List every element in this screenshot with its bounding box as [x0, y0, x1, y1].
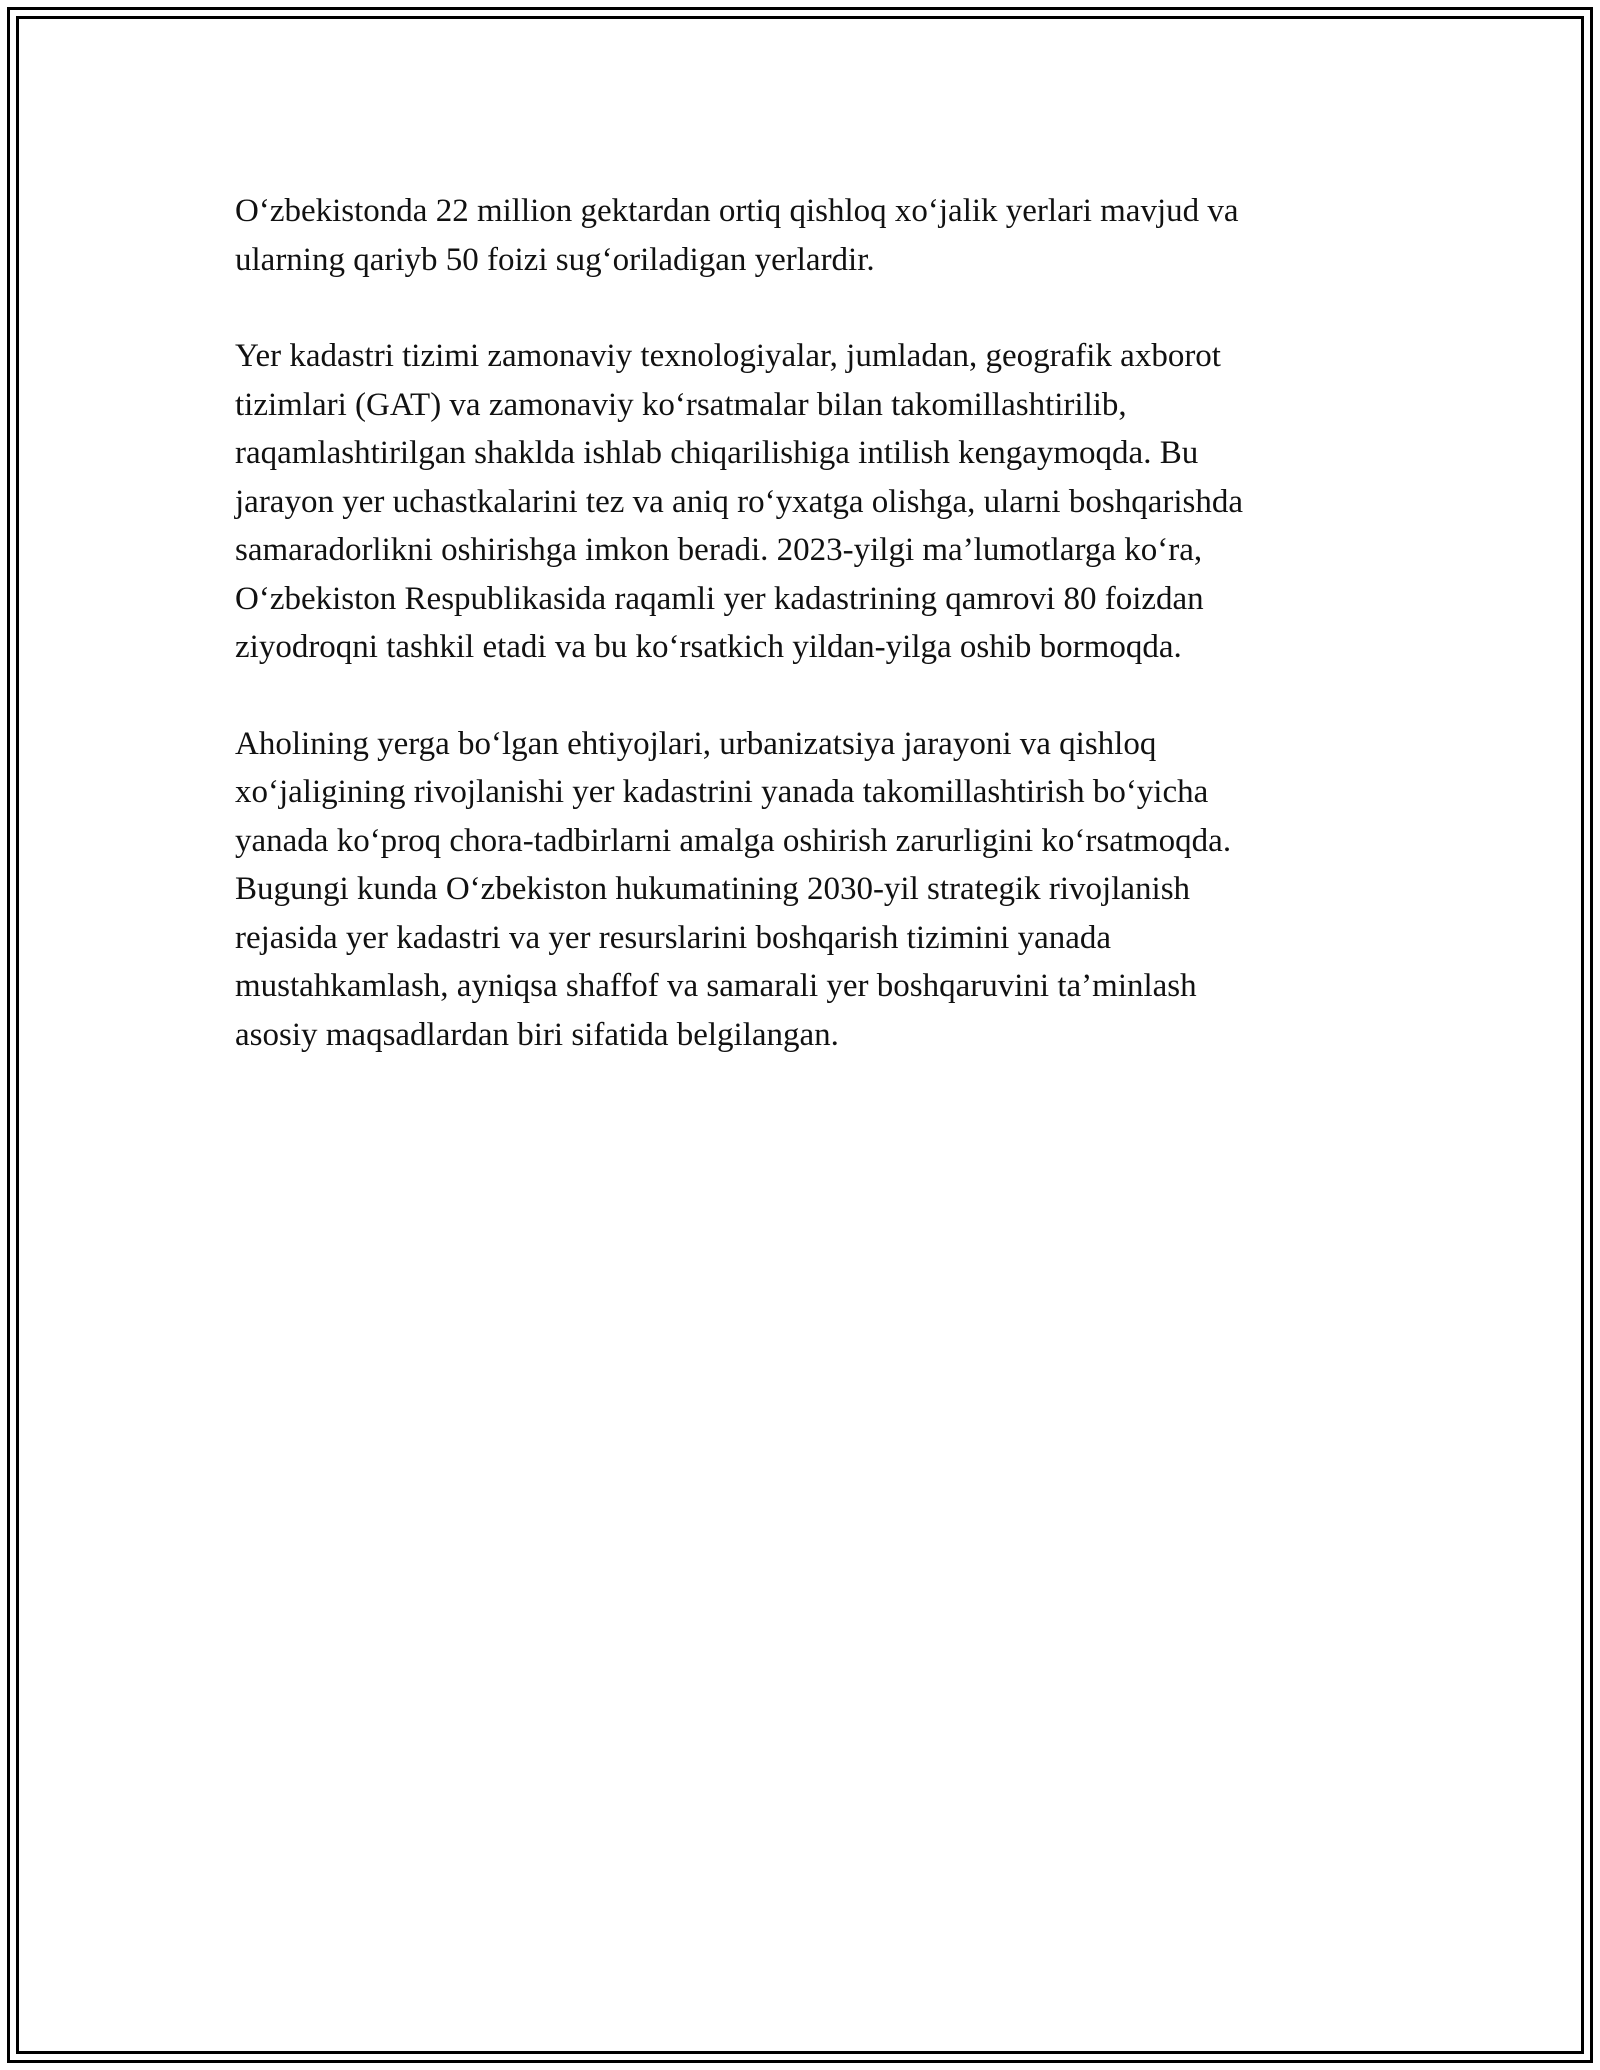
- paragraph-1: [235, 187, 1375, 284]
- paragraph-line: tizimlari (GAT) va zamonaviy ko‘rsatmalar bilan takomillashtirilib,: [235, 386, 1127, 423]
- paragraph-line: mustahkamlash, ayniqsa shaffof va samarali yer boshqaruvini ta’minlash: [235, 968, 1197, 1004]
- paragraph-line: O‘zbekiston Respublikasida raqamli yer kadastrining qamrovi 80 foizdan: [235, 580, 1204, 617]
- paragraph-line: ularning qariyb 50 foizi sug‘oriladigan yerlardir.: [235, 241, 875, 278]
- paragraph-line: ziyodroqni tashkil etadi va bu ko‘rsatkich yildan-yilga oshib bormoqda.: [235, 629, 1182, 665]
- paragraph-line: Bugungi kunda O‘zbekiston hukumatining 2030-yil strategik rivojlanish: [235, 871, 1191, 907]
- paragraph-line: asosiy maqsadlardan biri sifatida belgilangan.: [235, 1016, 839, 1053]
- paragraph-line: rejasida yer kadastri va yer resurslarini boshqarish tizimini yanada: [235, 919, 1112, 956]
- paragraph-3: [235, 720, 1375, 1060]
- paragraph-line: jarayon yer uchastkalarini tez va aniq ro‘yxatga olishga, ularni boshqarishda: [235, 483, 1243, 520]
- paragraph-line: raqamlashtirilgan shakldа ishlab chiqarilishiga intilish kengaymoqda. Bu: [235, 435, 1199, 471]
- paragraph-line: Yer kadastri tizimi zamonaviy texnologiyalar, jumladan, geografik axborot: [235, 338, 1221, 374]
- document-body: [235, 187, 1375, 1107]
- paragraph-line: samaradorlikni oshirishga imkon beradi. 2023-yilgi ma’lumotlarga ko‘ra,: [235, 532, 1203, 568]
- paragraph-line: xo‘jaligining rivojlanishi yer kadastrini yanada takomillashtirish bo‘yicha: [235, 774, 1209, 810]
- paragraph-line: O‘zbekistonda 22 million gektardan ortiq qishloq xo‘jalik yerlari mavjud va: [235, 193, 1239, 229]
- paragraph-2: [235, 332, 1375, 672]
- paragraph-line: yanada ko‘proq chora-tadbirlarni amalga oshirish zarurligini ko‘rsatmoqda.: [235, 822, 1232, 859]
- paragraph-line: Aholining yerga bo‘lgan ehtiyojlari, urbanizatsiya jarayoni va qishloq: [235, 725, 1157, 762]
